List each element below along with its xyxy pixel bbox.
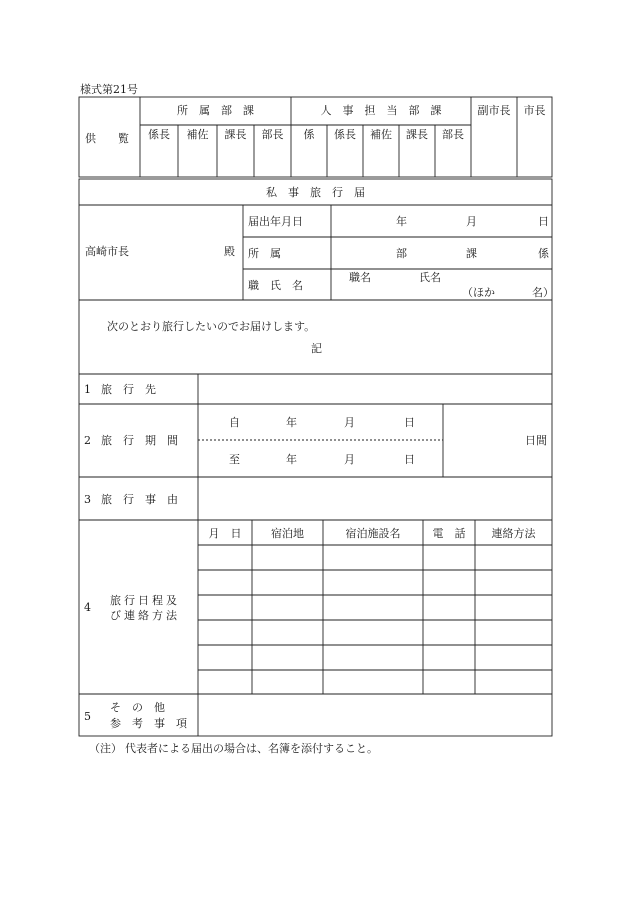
hr-header: 人 事 担 当 部 課 bbox=[320, 104, 442, 117]
itinerary-col-date: 月 日 bbox=[208, 527, 242, 540]
period-to-day: 日 bbox=[404, 453, 415, 466]
form-number: 様式第21号 bbox=[80, 83, 138, 96]
name-label: 職 氏 名 bbox=[248, 279, 303, 292]
item3-number: 3 bbox=[84, 493, 91, 506]
dept-header: 所 属 部 課 bbox=[177, 104, 254, 117]
note-prefix: （注） bbox=[89, 742, 122, 755]
item1-label: 旅 行 先 bbox=[101, 383, 156, 396]
item1-number: 1 bbox=[84, 383, 91, 396]
others-suffix: 名） bbox=[532, 286, 554, 299]
intro-text: 次のとおり旅行したいのでお届けします。 bbox=[107, 320, 316, 333]
period-to: 至 bbox=[229, 453, 240, 466]
item2-number: 2 bbox=[84, 434, 91, 447]
item5-number: 5 bbox=[84, 710, 91, 723]
period-from: 自 bbox=[229, 416, 240, 429]
dept-col-kakaricho: 係長 bbox=[148, 128, 170, 141]
item5-label-line2: 参 考 事 項 bbox=[110, 717, 187, 730]
date-label: 届出年月日 bbox=[248, 215, 303, 228]
hr-col-bucho: 部長 bbox=[442, 128, 464, 141]
affiliation-kakari: 係 bbox=[538, 247, 549, 260]
period-to-month: 月 bbox=[344, 453, 355, 466]
dept-col-kacho: 課長 bbox=[224, 128, 247, 141]
item5-label-line1: そ の 他 bbox=[110, 701, 165, 714]
item2-label: 旅 行 期 間 bbox=[101, 434, 178, 447]
mayor-header: 市長 bbox=[523, 104, 546, 117]
item3-label: 旅 行 事 由 bbox=[101, 493, 178, 506]
hr-col-kacho: 課長 bbox=[406, 128, 428, 141]
ki-mark: 記 bbox=[311, 342, 322, 355]
period-days-label: 日間 bbox=[525, 434, 547, 447]
form-title: 私 事 旅 行 届 bbox=[266, 186, 365, 199]
others-label: （ほか bbox=[462, 286, 495, 299]
date-day: 日 bbox=[538, 215, 549, 228]
affiliation-ka: 課 bbox=[466, 247, 477, 260]
addressee-name: 高崎市長 bbox=[85, 245, 129, 258]
dept-col-hosa: 補佐 bbox=[186, 128, 209, 141]
dept-col-bucho: 部長 bbox=[261, 128, 284, 141]
position-label: 職名 bbox=[349, 271, 371, 284]
date-month: 月 bbox=[466, 215, 477, 228]
itinerary-col-lodging-name: 宿泊施設名 bbox=[345, 527, 401, 540]
hr-col-hosa: 補佐 bbox=[370, 128, 392, 141]
itinerary-col-phone: 電 話 bbox=[432, 527, 466, 540]
note-text: 代表者による届出の場合は、名簿を添付すること。 bbox=[125, 742, 378, 755]
affiliation-label: 所 属 bbox=[248, 247, 281, 260]
affiliation-bu: 部 bbox=[396, 247, 407, 260]
hr-col-kakari: 係 bbox=[303, 128, 315, 141]
period-to-year: 年 bbox=[286, 453, 297, 466]
name-sub-label: 氏名 bbox=[419, 271, 441, 284]
item4-label-line1: 旅行日程及 bbox=[110, 594, 180, 607]
hr-col-kakaricho: 係長 bbox=[334, 128, 356, 141]
date-year: 年 bbox=[396, 215, 407, 228]
period-from-year: 年 bbox=[286, 416, 297, 429]
itinerary-col-contact: 連絡方法 bbox=[491, 527, 536, 540]
period-from-day: 日 bbox=[404, 416, 415, 429]
item4-label-line2: び連絡方法 bbox=[110, 609, 180, 622]
vice-mayor-header: 副市長 bbox=[477, 104, 511, 117]
itinerary-col-lodging-area: 宿泊地 bbox=[271, 527, 304, 540]
approval-label: 供 覧 bbox=[85, 132, 129, 145]
item4-number: 4 bbox=[84, 601, 91, 614]
period-from-month: 月 bbox=[344, 416, 355, 429]
addressee-honorific: 殿 bbox=[224, 245, 235, 258]
